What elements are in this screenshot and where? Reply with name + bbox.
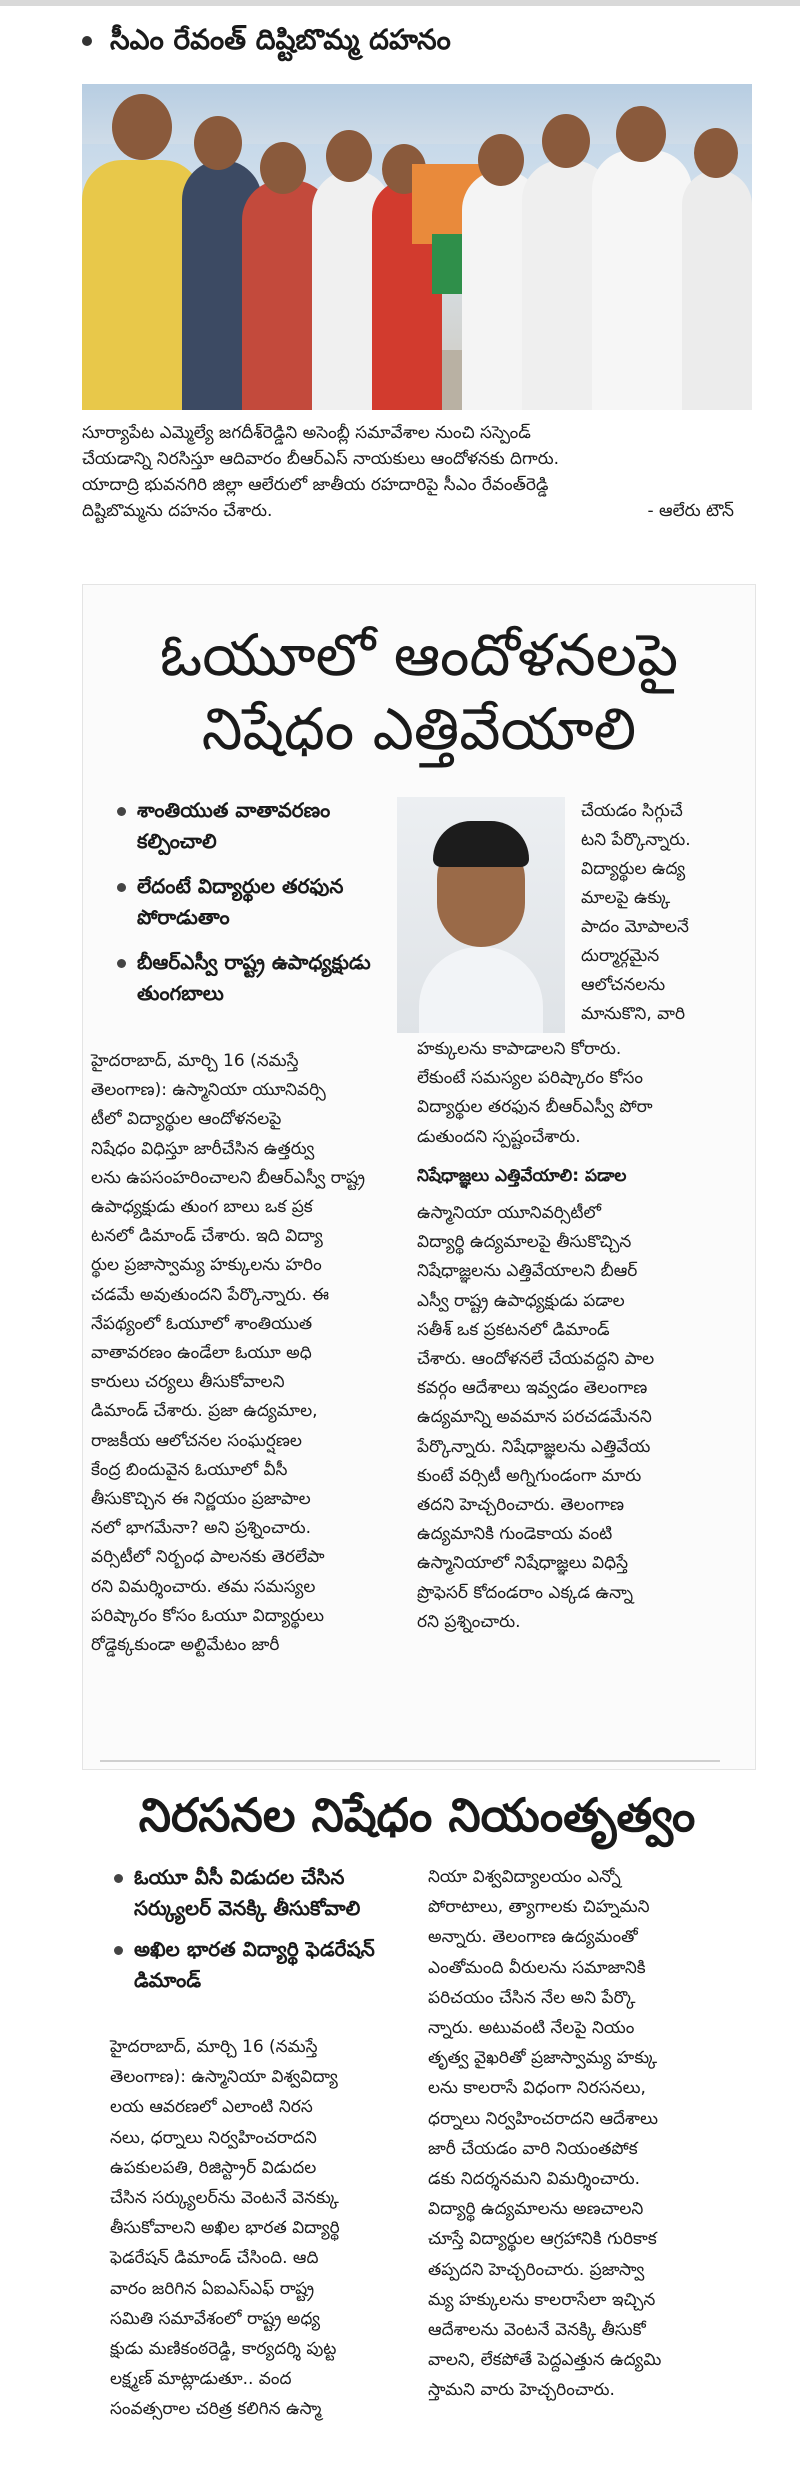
story3-right-column [428, 1862, 748, 2406]
text-line: స్తామని వారు హెచ్చరించారు. [428, 2380, 615, 2401]
text-line: ఎంతోమంది వీరులను సమాజానికి [428, 1957, 646, 1978]
text-line: వర్సిటీలో నిర్బంధ పాలనకు తెరలేపా [91, 1547, 325, 1568]
text-line: క్షుడు మణికంఠరెడ్డి, కార్యదర్శి పుట్ట [110, 2339, 337, 2360]
text-line: రాజకీయ ఆలోచనల సంఘర్షణల [91, 1430, 302, 1451]
story3-highlights [110, 1862, 420, 2006]
text-line: న్నారు. అటువంటి నేలపై నియం [428, 2018, 635, 2039]
highlight-item: లేదంటే విద్యార్థుల తరఫున పోరాడుతాం [113, 871, 387, 933]
text-line: తృత్వ వైఖరితో ప్రజాస్వామ్య హక్కు [428, 2048, 658, 2069]
highlight-item: శాంతియుత వాతావరణం కల్పించాలి [113, 795, 387, 857]
text-line: చేయడం సిగ్గుచే [581, 801, 683, 821]
text-line: నేపథ్యంలో ఓయూలో శాంతియుత [91, 1313, 313, 1334]
text-line: ఎస్వీ రాష్ట్ర ఉపాధ్యక్షుడు పడాల [417, 1290, 625, 1311]
text-line: పోరాటాలు, త్యాగాలకు చిహ్నమని [428, 1897, 650, 1918]
text-line: తీసుకోవాలని అఖిల భారత విద్యార్థి [110, 2218, 340, 2239]
portrait-photo [397, 797, 565, 1033]
text-line: రని ప్రశ్నించారు. [417, 1611, 521, 1632]
text-line: నిషేధం విధిస్తూ జారీచేసిన ఉత్తర్వు [91, 1138, 315, 1159]
text-line: తెలంగాణ): ఉస్మానియా విశ్వవిద్యా [110, 2067, 338, 2088]
text-line: నలో భాగమేనా? అని ప్రశ్నించారు. [91, 1518, 312, 1539]
text-line: చడమే అవుతుందని పేర్కొన్నారు. ఈ [91, 1284, 330, 1305]
text-line: కేంద్ర బిందువైన ఓయూలో వీసీ [91, 1459, 288, 1480]
text-line: వాలని, లేకపోతే పెద్దఎత్తున ఉద్యమి [428, 2350, 662, 2371]
highlight-item: ఓయూ వీసీ విడుదల చేసిన సర్క్యులర్ వెనక్కి తీసుకోవాలి [110, 1862, 424, 1924]
text-line: టనలో డిమాండ్ చేశారు. ఇది విద్యా [91, 1226, 323, 1247]
caption-line: సూర్యాపేట ఎమ్మెల్యే జగదీశ్‌రెడ్డిని అసెంబ్లీ సమావేశాల నుంచి సస్పెండ్ [82, 423, 531, 443]
text-line: లను కాలరాసే విధంగా నిరసనలు, [428, 2078, 646, 2099]
text-line: సంవత్సరాల చరిత్ర కలిగిన ఉస్మా [110, 2399, 322, 2420]
bullet-icon [82, 36, 92, 46]
text-line: హైదరాబాద్, మార్చి 16 (నమస్తే [91, 1051, 299, 1071]
caption-line: దిష్టిబొమ్మను దహనం చేశారు. [82, 501, 273, 521]
text-line: మాలపై ఉక్కు [581, 888, 671, 908]
text-line: వాతావరణం ఉండేలా ఓయూ అధి [91, 1343, 312, 1364]
text-line: చేసిన సర్క్యులర్‌ను వెంటనే వెనక్కు [110, 2188, 339, 2209]
text-line: చేశారు. ఆందోళనలే చేయవద్దని పాల [417, 1349, 655, 1370]
story2-subheading: నిషేధాజ్ఞలు ఎత్తివేయాలి: పడాల [417, 1165, 627, 1186]
text-line: నియా విశ్వవిద్యాలయం ఎన్నో [428, 1867, 621, 1887]
story2-highlights [113, 795, 433, 1023]
text-line: ప్రొఫెసర్ కోదండరాం ఎక్కడ ఉన్నా [417, 1582, 633, 1603]
text-line: హైదరాబాద్, మార్చి 16 (నమస్తే [110, 2037, 318, 2057]
text-line: లను ఉపసంహరించాలని బీఆర్ఎస్వీ రాష్ట్ర [91, 1167, 366, 1188]
text-line: రని విమర్శించారు. తమ సమస్యల [91, 1576, 316, 1597]
photo-credit: - ఆలేరు టౌన్ [647, 501, 734, 521]
text-line: ఆలోచనలను [581, 975, 666, 995]
text-line: వారం జరిగిన ఏఐఎస్ఎఫ్ రాష్ట్ర [110, 2278, 315, 2299]
text-line: తదని హెచ్చరించారు. తెలంగాణ [417, 1495, 625, 1516]
text-line: ఉపకులపతి, రిజిస్ట్రార్ విడుదల [110, 2157, 317, 2178]
text-line: హక్కులను కాపాడాలని కోరారు. [417, 1039, 622, 1059]
text-line: ర్థుల ప్రజాస్వామ్య హక్కులను హరిం [91, 1255, 322, 1276]
text-line: పరిచయం చేసిన నేల అని పేర్కొ [428, 1987, 636, 2008]
text-line: కారులు చర్యలు తీసుకోవాలని [91, 1372, 285, 1393]
highlight-item: అఖిల భారత విద్యార్థి ఫెడరేషన్ డిమాండ్ [110, 1934, 384, 1996]
story3-title: నిరసనల నిషేధం నియంతృత్వం [138, 1788, 696, 1842]
highlight-item: బీఆర్ఎస్వీ రాష్ట్ర ఉపాధ్యక్షుడు తుంగబాలు [113, 947, 407, 1009]
story2-left-column [91, 1047, 401, 1660]
text-line: డుతుందని స్పష్టంచేశారు. [417, 1126, 581, 1147]
text-line: లక్ష్మణ్ మాట్లాడుతూ.. వంద [110, 2369, 292, 2390]
text-line: మానుకొని, వారి [581, 1004, 686, 1024]
text-line: విద్యార్థి ఉద్యమాలను అణచాలని [428, 2199, 644, 2220]
text-line: తెలంగాణ): ఉస్మానియా యూనివర్సి [91, 1080, 326, 1101]
text-line: చూస్తే విద్యార్థుల ఆగ్రహానికి గురికాక [428, 2229, 657, 2250]
text-line: పాదం మోపాలనే [581, 917, 689, 937]
text-line: ఉద్యమానికి గుండెకాయ వంటి [417, 1524, 613, 1545]
text-line: లయ ఆవరణలో ఎలాంటి నిరస [110, 2097, 313, 2118]
text-line: విద్యార్థుల ఉద్య [581, 859, 686, 879]
text-line: ఉపాధ్యక్షుడు తుంగ బాలు ఒక ప్రక [91, 1197, 313, 1218]
text-line: కుంటే వర్సిటీ అగ్నిగుండంగా మారు [417, 1465, 642, 1486]
story2-side-column [581, 797, 743, 1029]
text-line: రోడ్డెక్కకుండా అల్టిమేటం జారీ [91, 1635, 280, 1656]
text-line: లేకుంటే సమస్యల పరిష్కారం కోసం [417, 1068, 644, 1089]
text-line: విద్యార్థి ఉద్యమాలపై తీసుకొచ్చిన [417, 1232, 632, 1253]
text-line: నిషేధాజ్ఞలను ఎత్తివేయాలని బీఆర్ [417, 1261, 638, 1282]
story2-title-line2: నిషేధం ఎత్తివేయాలి [201, 695, 637, 763]
caption-line: చేయడాన్ని నిరసిస్తూ ఆదివారం బీఆర్ఎస్ నాయకులు ఆందోళనకు దిగారు. [82, 449, 560, 469]
text-line: ఉస్మానియాలో నిషేధాజ్ఞలు విధిస్తే [417, 1553, 629, 1574]
caption-line: యాదాద్రి భువనగిరి జిల్లా ఆలేరులో జాతీయ రహదారిపై సీఎం రేవంత్‌రెడ్డి [82, 475, 549, 495]
protest-photo [82, 84, 752, 410]
text-line: టని పేర్కొన్నారు. [581, 830, 691, 850]
text-line: కవర్గం ఆదేశాలు ఇవ్వడం తెలంగాణ [417, 1378, 648, 1399]
text-line: టీలో విద్యార్థుల ఆందోళనలపై [91, 1109, 282, 1130]
page-top-rule [0, 0, 800, 6]
text-line: మ్య హక్కులను కాలరాసేలా ఇచ్చిన [428, 2289, 656, 2310]
story2-box [82, 584, 756, 1770]
text-line: పేర్కొన్నారు. నిషేధాజ్ఞలను ఎత్తివేయ [417, 1436, 651, 1457]
story2-right-column [417, 1035, 747, 1637]
text-line: ధర్నాలు నిర్వహించరాదని ఆదేశాలు [428, 2108, 658, 2129]
section-divider [100, 1760, 720, 1762]
text-line: ఉస్మానియా యూనివర్సిటీలో [417, 1203, 602, 1224]
text-line: ఫెడరేషన్ డిమాండ్ చేసింది. ఆది [110, 2248, 319, 2269]
text-line: జారీ చేయడం వారి నియంతపోక [428, 2138, 638, 2159]
text-line: తీసుకొచ్చిన ఈ నిర్ణయం ప్రజాపాల [91, 1489, 311, 1510]
text-line: దుర్మార్గమైన [581, 946, 660, 966]
text-line: డకు నిదర్శనమని విమర్శించారు. [428, 2169, 640, 2190]
story3-left-column [110, 2032, 420, 2425]
text-line: ఆదేశాలను వెంటనే వెనక్కి తీసుకో [428, 2320, 646, 2341]
story2-title-line1: ఓయూలో ఆందోళనలపై [159, 621, 679, 689]
text-line: డిమాండ్ చేశారు. ప్రజా ఉద్యమాల, [91, 1401, 318, 1422]
text-line: అన్నారు. తెలంగాణ ఉద్యమంతో [428, 1927, 638, 1948]
text-line: పరిష్కారం కోసం ఓయూ విద్యార్థులు [91, 1605, 325, 1626]
text-line: తప్పదని హెచ్చరించారు. ప్రజాస్వా [428, 2259, 645, 2280]
text-line: ఉద్యమాన్ని అవమాన పరచడమేనని [417, 1407, 652, 1428]
text-line: నలు, ధర్నాలు నిర్వహించరాదని [110, 2127, 317, 2148]
text-line: విద్యార్థుల తరఫున బీఆర్ఎస్వీ పోరా [417, 1097, 653, 1118]
text-line: సతీశ్ ఒక ప్రకటనలో డిమాండ్ [417, 1319, 610, 1340]
story1-caption [82, 420, 752, 524]
story1-headline: సీఎం రేవంత్ దిష్టిబొమ్మ దహనం [82, 20, 782, 60]
text-line: సమితి సమావేశంలో రాష్ట్ర అధ్య [110, 2308, 321, 2329]
